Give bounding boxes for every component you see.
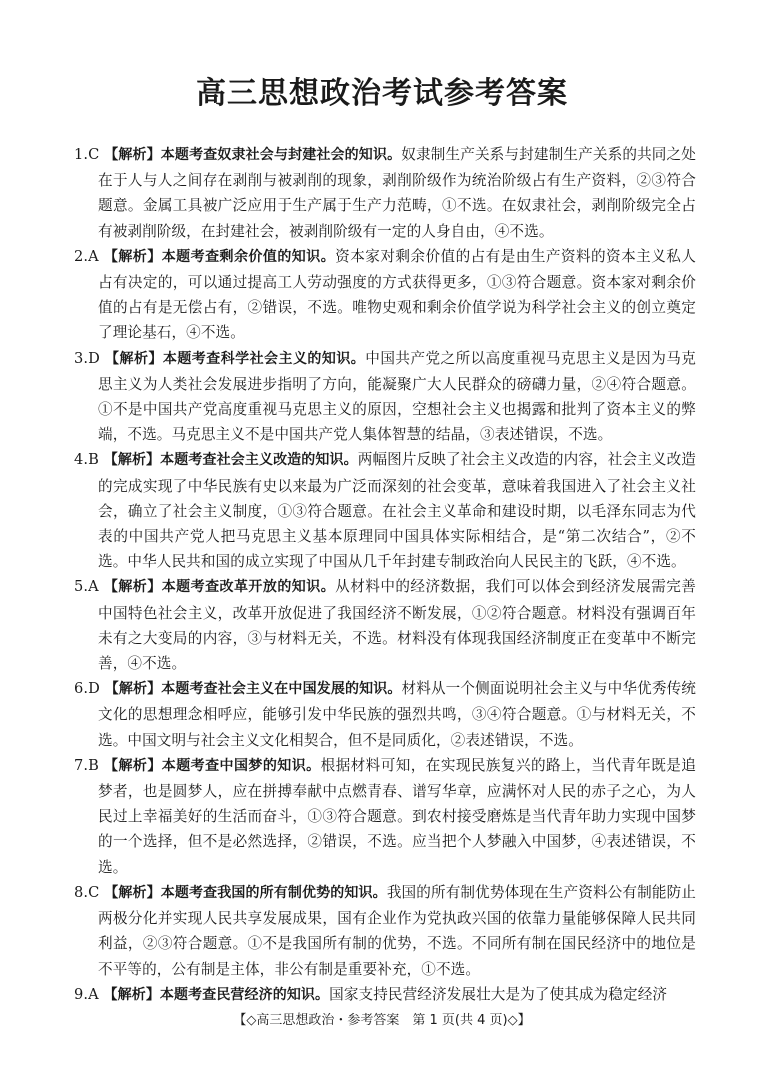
answer-item-4 <box>74 447 696 574</box>
item-explanation: 从材料中的经济数据，我们可以体会到经济发展需完善中国特色社会主义，改革开放促进了我国经济不断发展，①②符合题意。材料没有强调百年未有之大变局的内容，③与材料无关，不选。材料没有体现我国经济制度正在变革中不断完善，④不选。 <box>98 578 696 673</box>
item-number: 3. <box>74 349 89 367</box>
item-analysis-tag: 【解析】本题考查我国的所有制优势的知识。 <box>104 884 387 901</box>
item-number: 2. <box>74 247 89 265</box>
page-footer: 【◇高三思想政治・参考答案 第 1 页(共 4 页)◇】 <box>233 1013 531 1028</box>
answer-item-2 <box>74 244 696 346</box>
item-number: 1. <box>74 146 89 163</box>
item-answer: A <box>88 578 99 596</box>
item-number: 6. <box>74 680 89 698</box>
answer-item-6 <box>74 676 696 753</box>
item-analysis-tag: 【解析】本题考查社会主义改造的知识。 <box>103 452 358 469</box>
item-explanation: 中国共产党之所以高度重视马克思主义是因为马克思主义为人类社会发展进步指明了方向，能凝聚广大人民群众的磅礴力量，②④符合题意。①不是中国共产党高度重视马克思主义的原因，空想社会主义也揭露和批判了资本主义的弊端，不选。马克思主义不是中国共产党人集体智慧的结晶，③表述错误，不选。 <box>98 349 697 444</box>
item-number: 8. <box>74 883 89 901</box>
item-analysis-tag: 【解析】本题考查社会主义在中国发展的知识。 <box>104 681 402 698</box>
page-title: 高三思想政治考试参考答案 <box>196 76 568 111</box>
item-analysis-tag: 【解析】本题考查剩余价值的知识。 <box>103 248 336 265</box>
item-explanation: 两幅图片反映了社会主义改造的内容，社会主义改造的完成实现了中华民族有史以来最为广泛而深刻的社会变革，意味着我国进入了社会主义社会，确立了社会主义制度，①③符合题意。在社会主义革命和建设时期，以毛泽东同志为代表的中国共产党人把马克思主义基本原理同中国具体实际相结合，是“第二次结合”，②不选。中华人民共和国的成立实现了中国从几千年封建专制政治向人民民主的飞跃，④不选。 <box>98 451 696 571</box>
answer-item-8 <box>74 880 696 982</box>
item-explanation: 根据材料可知，在实现民族复兴的路上，当代青年既是追梦者，也是圆梦人，应在拼搏奉献中点燃青春、谱写华章，应满怀对人民的赤子之心，为人民过上幸福美好的生活而奋斗，①③符合题意。到农村接受磨炼是当代青年助力实现中国梦的一个选择，但不是必然选择，②错误，不选。应当把个人梦融入中国梦，④表述错误，不选。 <box>98 756 696 876</box>
item-answer: B <box>88 756 99 774</box>
item-number: 4. <box>74 451 89 469</box>
item-number: 5. <box>74 578 89 596</box>
item-number: 9. <box>74 985 89 1003</box>
item-answer: A <box>88 247 99 265</box>
item-answer: D <box>88 680 100 698</box>
item-answer: C <box>88 883 100 901</box>
answer-item-3 <box>74 346 696 448</box>
item-explanation: 奴隶制生产关系与封建制生产关系的共同之处在于人与人之间存在剥削与被剥削的现象，剥削阶级作为统治阶级占有生产资料，②③符合题意。金属工具被广泛应用于生产属于生产力范畴，①不选。在奴隶社会，剥削阶级完全占有被剥削阶级，在封建社会，被剥削阶级有一定的人身自由，④不选。 <box>98 146 696 240</box>
item-analysis-tag: 【解析】本题考查中国梦的知识。 <box>104 757 321 774</box>
answer-item-7 <box>74 753 696 880</box>
item-explanation: 我国的所有制优势体现在生产资料公有制能防止两极分化并实现人民共享发展成果，国有企业作为党执政兴国的依靠力量能够保障人民共同利益，②③符合题意。①不是我国所有制的优势，不选。不同所有制在国民经济中的地位是不平等的，公有制是主体，非公有制是重要补充，①不选。 <box>98 883 697 978</box>
answer-item-1 <box>74 142 696 244</box>
item-answer: B <box>88 451 99 469</box>
item-analysis-tag: 【解析】本题考查科学社会主义的知识。 <box>105 350 366 367</box>
item-analysis-tag: 【解析】本题考查奴隶社会与封建社会的知识。 <box>104 147 402 163</box>
answer-list <box>74 142 696 1008</box>
item-explanation: 材料从一个侧面说明社会主义与中华优秀传统文化的思想理念相呼应，能够引发中华民族的强烈共鸣，③④符合题意。①与材料无关，不选。中国文明与社会主义文化相契合，但不是同质化，②表述错误，不选。 <box>98 680 696 749</box>
item-analysis-tag: 【解析】本题考查改革开放的知识。 <box>103 579 336 596</box>
answer-item-5 <box>74 574 696 676</box>
item-answer: D <box>88 349 100 367</box>
item-explanation: 国家支持民营经济发展壮大是为了使其成为稳定经济 <box>329 985 668 1003</box>
item-analysis-tag: 【解析】本题考查民营经济的知识。 <box>103 986 330 1003</box>
item-answer: C <box>88 146 100 163</box>
item-answer: A <box>88 985 99 1003</box>
answer-item-9 <box>74 982 696 1008</box>
item-number: 7. <box>74 756 89 774</box>
item-explanation: 资本家对剩余价值的占有是由生产资料的资本主义私人占有决定的，可以通过提高工人劳动强度的方式获得更多，①③符合题意。资本家对剩余价值的占有是无偿占有，②错误，不选。唯物史观和剩余价值学说为科学社会主义的创立奠定了理论基石，④不选。 <box>98 247 696 342</box>
